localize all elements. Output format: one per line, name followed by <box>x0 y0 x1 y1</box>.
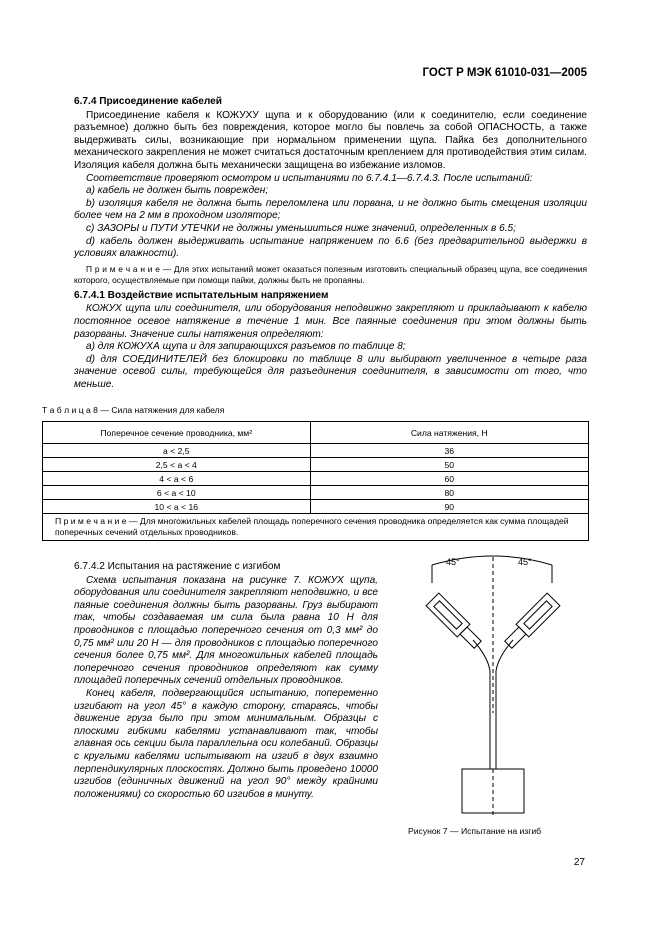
table-caption: Т а б л и ц а 8 — Сила натяжения для кабеля <box>42 405 225 415</box>
paragraph: Схема испытания показана на рисунке 7. КОЖУХ щупа, оборудования или соединителя закрепляют неподвижно, и все паяные соединения должны быть разорваны. Груз выбирают так, чтобы создаваемая им сила была равна 10 Н для проводников с площадью поперечного сечения от 0,3 мм² до 0,75 мм² или 20 Н — для проводников с площадью поперечного сечения более 0,75 мм². Для многожильных кабелей площадь поперечного сечения проводников определяют как сумму площадей поперечных сечений отдельных проводников. <box>74 574 378 687</box>
paragraph: Конец кабеля, подвергающийся испытанию, попеременно изгибают на угол 45° в каждую сторону, стараясь, чтобы движение груза было при этом минимальным. Образцы с плоскими гибкими кабелями устанавливают так, чтобы главная ось секции была параллельна оси колебаний. Образцы с круглыми кабелями испытывают на изгиб в двух взаимно перпендикулярных плоскостях. Должно быть проведено 10000 изгибов (единичных движений на угол 90° между крайними положениями) со скоростью 60 изгибов в минуту. <box>74 687 378 800</box>
table-row: 10 < a < 16 90 <box>43 500 589 514</box>
page-number: 27 <box>573 857 585 868</box>
table-row: 4 < a < 6 60 <box>43 472 589 486</box>
section-title: 6.7.4.1 Воздействие испытательным напряжением <box>74 289 329 301</box>
angle-label-right: 45° <box>518 557 532 567</box>
section-title: 6.7.4 Присоединение кабелей <box>74 96 222 107</box>
table-row: a < 2,5 36 <box>43 444 589 458</box>
paragraph: Присоединение кабеля к КОЖУХУ щупа и к оборудованию (или к соединителю, если соединение разъемное) должно быть без повреждения, которое могло бы повлечь за собой ОПАСНОСТЬ, а также выдерживать силы, возникающие при нормальном применении щупа. Пайка без дополнительного механического закрепления не может считаться достаточным креплением для противодействия этим силам. Изоляция кабеля должна быть механически защищена во избежание изломов. <box>74 109 587 171</box>
table-row: 2,5 < a < 4 50 <box>43 458 589 472</box>
angle-label-left: 45° <box>446 557 460 567</box>
section-6-7-4 <box>74 96 587 391</box>
document-header: ГОСТ Р МЭК 61010-031—2005 <box>422 67 587 79</box>
note <box>74 264 587 286</box>
cable-right <box>496 640 513 671</box>
paragraph: Соответствие проверяют осмотром и испытаниями по 6.7.4.1—6.7.4.3. После испытаний: <box>86 172 533 184</box>
section-6-7-4-2 <box>74 561 378 801</box>
table-note-row: П р и м е ч а н и е — Для многожильных кабелей площадь поперечного сечения проводника определяется как сумма площадей поперечных сечений отдельных проводников. <box>43 514 589 541</box>
list-item: a) для КОЖУХА щупа и для запирающихся разъемов по таблице 8; <box>86 341 406 353</box>
section-title: 6.7.4.2 Испытания на растяжение с изгибом <box>74 561 281 572</box>
tension-table <box>42 421 589 541</box>
table-header: Сила натяжения, Н <box>310 422 588 444</box>
paragraph: КОЖУХ щупа или соединителя, или оборудования неподвижно закрепляют и прикладывают к кабелю постоянное осевое натяжение в течение 1 мин. Все паянные соединения при этом должны быть разорваны. Значение силы натяжения определяют: <box>74 303 587 340</box>
list-item: d) для СОЕДИНИТЕЛЕЙ без блокировки по таблице 8 или выбирают увеличенное в четыре раза значение осевой силы, требующейся для разъединения соединителя, в зависимости от того, что меньше. <box>74 353 587 390</box>
list-item: a) кабель не должен быть поврежден; <box>86 185 269 197</box>
table-header: Поперечное сечение проводника, мм² <box>43 422 311 444</box>
list-item: c) ЗАЗОРЫ и ПУТИ УТЕЧКИ не должны уменьшиться ниже значений, определенных в 6.5; <box>86 222 516 234</box>
bend-test-figure <box>396 553 596 823</box>
note-label: П р и м е ч а н и е <box>86 263 160 274</box>
table-row: 6 < a < 10 80 <box>43 486 589 500</box>
note-text: — Для этих испытаний может оказаться полезным изготовить специальный образец щупа, все соединения которого, осуществляемые при помощи пайки, должны быть не пропаяны. <box>74 263 587 285</box>
figure-caption: Рисунок 7 — Испытание на изгиб <box>408 826 542 836</box>
list-item: b) изоляция кабеля не должна быть переломлена или порвана, и не должно быть смещения изоляции более чем на 2 мм в проходном изоляторе; <box>74 197 587 222</box>
cable-left <box>473 640 490 671</box>
list-item: d) кабель должен выдерживать испытание напряжением по 6.6 (без предварительной выдержки в условиях влажности). <box>74 235 587 260</box>
